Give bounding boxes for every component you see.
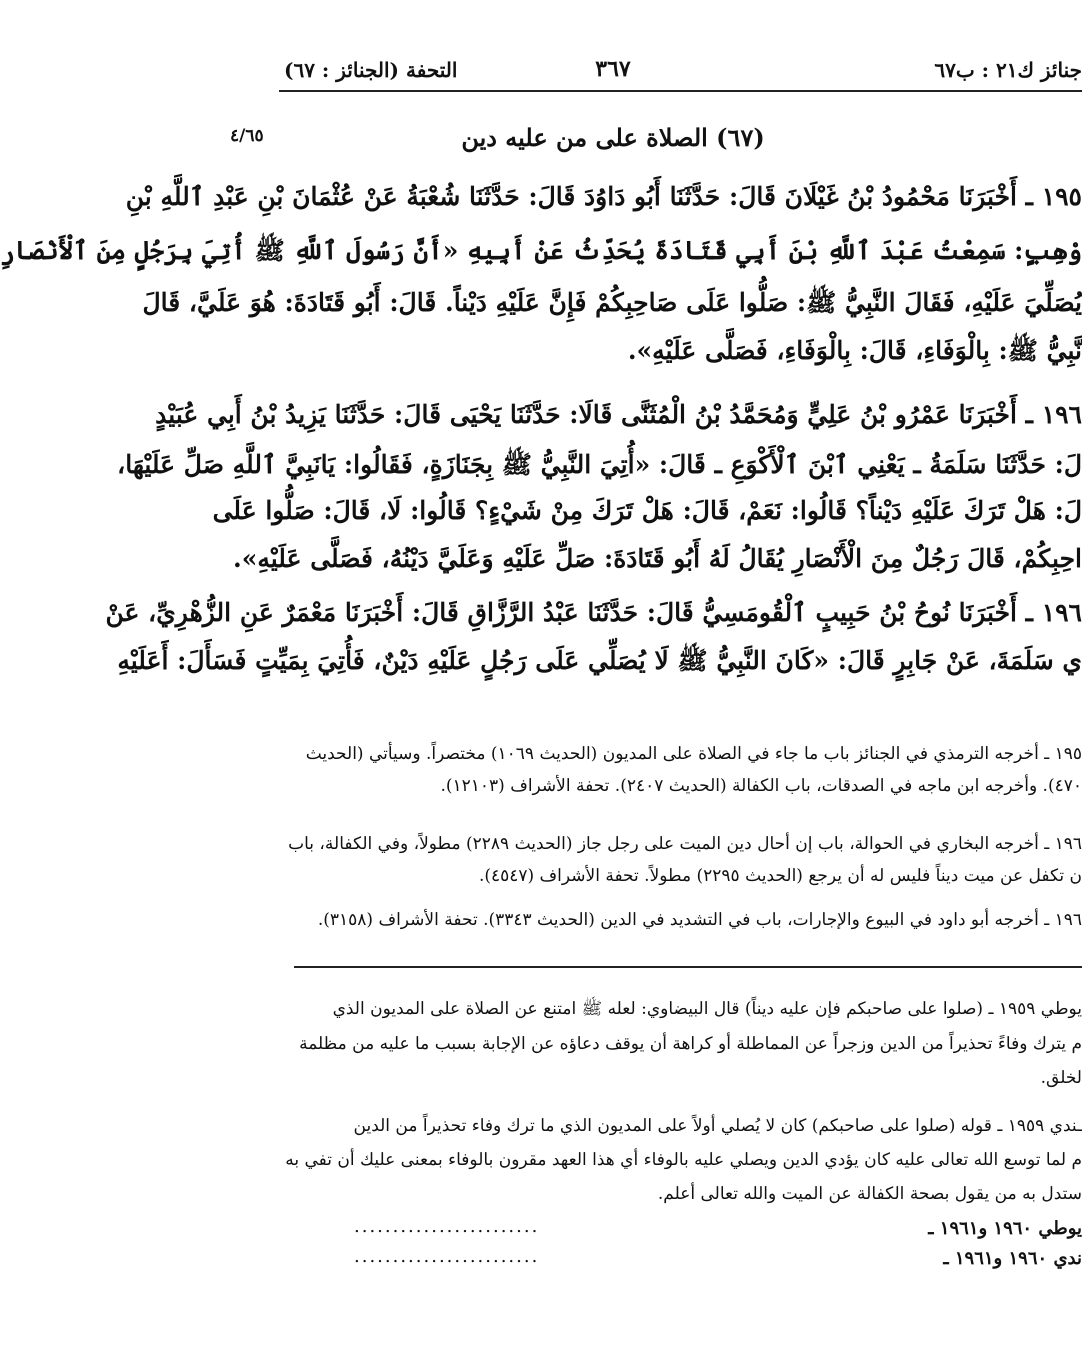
footnote-line: ١٩٦ ـ أخرجه البخاري في الحوالة، باب إن أحال دين الميت على رجل جاز (الحديث ٢٢٨٩) مطولاً، وفي الكفالة، باب — [288, 834, 1082, 854]
hadith-line: احِبِكُمْ، قَالَ رَجُلٌ مِنَ الْأَنْصَارِ يُقَالُ لَهُ أَبُو قَتَادَةَ: صَلِّ عَلَيْهِ وَعَلَيَّ دَيْنُهُ، فَصَلَّى عَلَيْهِ». — [233, 544, 1082, 573]
hadith-line: لَ: هَلْ تَرَكَ عَلَيْهِ دَيْناً؟ قَالُوا: نَعَمْ، قَالَ: هَلْ تَرَكَ مِنْ شَيْءٍ؟ قَالُوا: لَا، قَالَ: صَلُّوا عَلَى — [212, 496, 1082, 525]
toc-label: يوطي ١٩٦٠ و١٩٦١ ـ — [928, 1218, 1082, 1239]
footnote-line: ن تكفل عن ميت ديناً فليس له أن يرجع (الحديث ٢٢٩٥) مطولاً. تحفة الأشراف (٤٥٤٧). — [478, 866, 1082, 886]
footnote-line: ١٩٥ ـ أخرجه الترمذي في الجنائز باب ما جاء في الصلاة على المديون (الحديث ١٠٦٩) مختصراً. وسيأتي (الحديث — [305, 744, 1082, 764]
hadith-line: وْهِبٍ: سَمِعْتُ عَبْدَ ٱللَّهِ بْنَ أَبِي قَتَادَةَ يُحَدِّثُ عَنْ أَبِيهِ «أَنَّ رَسُولَ ٱللَّهِ ﷺ أُتِيَ بِرَجُلٍ مِنَ ٱلْأَنْصَارِ — [0, 236, 1082, 265]
hadith-line: نَّبِيُّ ﷺ: بِالْوَفَاءِ، قَالَ: بِالْوَفَاءِ، فَصَلَّى عَلَيْهِ». — [627, 336, 1082, 365]
hadith-line: ١٩٥ ـ أَخْبَرَنَا مَحْمُودُ بْنُ غَيْلَانَ قَالَ: حَدَّثَنَا أَبُو دَاوُدَ قَالَ: حَدَّثَنَا شُعْبَةُ عَنْ عُثْمَانَ بْنِ عَبْدِ ٱللَّهِ بْنِ — [125, 182, 1082, 211]
hadith-line: يُصَلِّيَ عَلَيْهِ، فَقَالَ النَّبِيُّ ﷺ: صَلُّوا عَلَى صَاحِبِكُمْ فَإِنَّ عَلَيْهِ دَيْناً. قَالَ: أَبُو قَتَادَةَ: هُوَ عَلَيَّ، قَالَ — [142, 288, 1082, 317]
commentary-rule — [294, 966, 1082, 968]
commentary-line: يوطي ١٩٥٩ ـ (صلوا على صاحبكم فإن عليه ديناً) قال البيضاوي: لعله ﷺ امتنع عن الصلاة على المديون الذي — [332, 999, 1082, 1019]
commentary-line: م يترك وفاءً تحذيراً من الدين وزجراً عن المماطلة أو كراهة أن يوقف دعاؤه عن الإجابة بسبب ما عليه من مظلمة — [299, 1034, 1082, 1054]
hadith-line: ي سَلَمَةَ، عَنْ جَابِرٍ قَالَ: «كَانَ النَّبِيُّ ﷺ لَا يُصَلِّي عَلَى رَجُلٍ عَلَيْهِ دَيْنٌ، فَأُتِيَ بِمَيِّتٍ فَسَأَلَ: أَعَلَيْهِ — [117, 646, 1082, 675]
running-header-right: جنائز ك٢١ : ب٦٧ — [934, 58, 1082, 82]
commentary-line: لخلق. — [1040, 1068, 1082, 1088]
running-header-left: التحفة (الجنائز : ٦٧) — [284, 58, 458, 82]
footnote-line: ١٩٦ ـ أخرجه أبو داود في البيوع والإجارات، باب في التشديد في الدين (الحديث ٣٣٤٣). تحفة الأشراف (٣١٥٨). — [317, 910, 1082, 930]
hadith-line: لَ: حَدَّثَنَا سَلَمَةُ ـ يَعْنِي ٱبْنَ ٱلْأَكْوَعِ ـ قَالَ: «أُتِيَ النَّبِيُّ ﷺ بِجَنَازَةٍ، فَقَالُوا: يَانَبِيَّ ٱللَّهِ صَلِّ عَلَيْهَا، — [117, 450, 1082, 479]
commentary-line: م لما توسع الله تعالى عليه كان يؤدي الدين ويصلي عليه بالوفاء أي هذا العهد مقرون بالوفاء بمعنى عليك أن تفي به — [285, 1150, 1082, 1170]
footnote-line: ٤٧٠). وأخرجه ابن ماجه في الصدقات، باب الكفالة (الحديث ٢٤٠٧). تحفة الأشراف (١٢١٠٣). — [440, 776, 1082, 796]
toc-dots: ........................ — [354, 1216, 540, 1237]
hadith-line: ١٩٦ ـ أَخْبَرَنَا عَمْرُو بْنُ عَلِيٍّ وَمُحَمَّدُ بْنُ الْمُثَنَّى قَالَا: حَدَّثَنَا يَحْيَى قَالَ: حَدَّثَنَا يَزِيدُ بْنُ أَبِي عُبَيْدٍ — [155, 400, 1082, 429]
header-rule — [279, 90, 1082, 92]
margin-reference: ٤/٦٥ — [230, 126, 264, 146]
hadith-line: ١٩٦ ـ أَخْبَرَنَا نُوحُ بْنُ حَبِيبٍ ٱلْقُومَسِيُّ قَالَ: حَدَّثَنَا عَبْدُ الرَّزَّاقِ قَالَ: أَخْبَرَنَا مَعْمَرٌ عَنِ الزُّهْرِيِّ، عَنْ — [105, 598, 1082, 627]
page-number: ٣٦٧ — [595, 56, 631, 82]
commentary-line: ـندي ١٩٥٩ ـ قوله (صلوا على صاحبكم) كان لا يُصلي أولاً على المديون الذي ما ترك وفاء تحذيراً من الدين — [353, 1116, 1082, 1136]
commentary-line: ستدل به من يقول بصحة الكفالة عن الميت والله تعالى أعلم. — [657, 1184, 1082, 1204]
toc-label: ندي ١٩٦٠ و١٩٦١ ـ — [943, 1248, 1082, 1269]
toc-dots: ........................ — [354, 1246, 540, 1267]
chapter-title: (٦٧) الصلاة على من عليه دين — [461, 123, 765, 152]
